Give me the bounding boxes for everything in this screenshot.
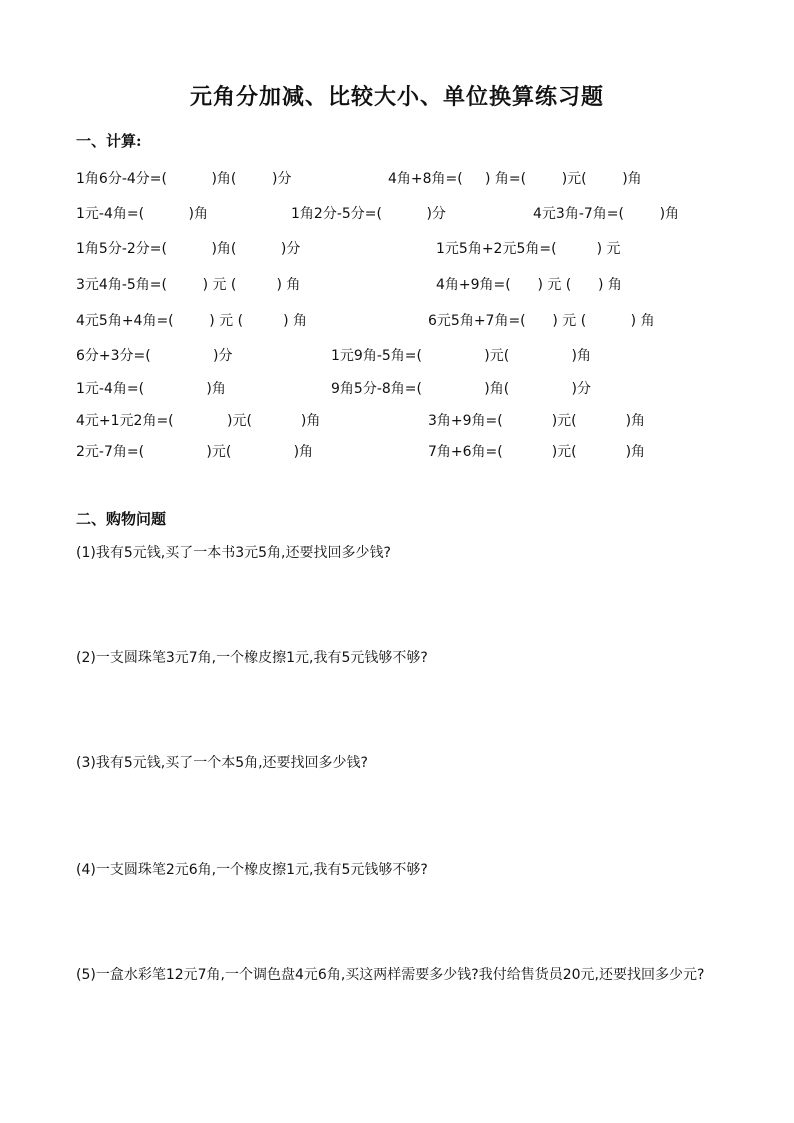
calc-item: 1角2分-5分=( )分 <box>291 206 446 222</box>
calc-item: 1元5角+2元5角=( ) 元 <box>436 241 621 257</box>
calc-item: 1元-4角=( )角 <box>76 381 226 397</box>
calc-item: 2元-7角=( )元( )角 <box>76 444 314 460</box>
calc-item: 1元-4角=( )角 <box>76 206 209 222</box>
calc-item: 6元5角+7角=( ) 元 ( ) 角 <box>428 313 655 329</box>
shopping-question: (2)一支圆珠笔3元7角,一个橡皮擦1元,我有5元钱够不够? <box>76 650 428 666</box>
section-heading-calculation: 一、计算: <box>76 132 142 150</box>
page-title: 元角分加减、比较大小、单位换算练习题 <box>189 84 604 110</box>
calc-item: 9角5分-8角=( )角( )分 <box>331 381 591 397</box>
section-heading-shopping: 二、购物问题 <box>76 510 167 528</box>
calc-item: 7角+6角=( )元( )角 <box>428 444 646 460</box>
calc-item: 4角+9角=( ) 元 ( ) 角 <box>436 277 622 293</box>
calc-item: 1角6分-4分=( )角( )分 <box>76 171 292 187</box>
calc-item: 4元5角+4角=( ) 元 ( ) 角 <box>76 313 308 329</box>
calc-item: 4元3角-7角=( )角 <box>533 206 680 222</box>
calc-item: 1角5分-2分=( )角( )分 <box>76 241 301 257</box>
calc-item: 1元9角-5角=( )元( )角 <box>331 348 591 364</box>
calc-item: 4角+8角=( ) 角=( )元( )角 <box>388 171 642 187</box>
calc-item: 3元4角-5角=( ) 元 ( ) 角 <box>76 277 301 293</box>
calc-item: 4元+1元2角=( )元( )角 <box>76 413 321 429</box>
shopping-question: (5)一盒水彩笔12元7角,一个调色盘4元6角,买这两样需要多少钱?我付给售货员20元,还要找回多少元? <box>76 967 705 983</box>
shopping-question: (4)一支圆珠笔2元6角,一个橡皮擦1元,我有5元钱够不够? <box>76 862 428 878</box>
shopping-question: (3)我有5元钱,买了一个本5角,还要找回多少钱? <box>76 755 368 771</box>
calc-item: 3角+9角=( )元( )角 <box>428 413 646 429</box>
shopping-question: (1)我有5元钱,买了一本书3元5角,还要找回多少钱? <box>76 545 391 561</box>
calc-item: 6分+3分=( )分 <box>76 348 233 364</box>
